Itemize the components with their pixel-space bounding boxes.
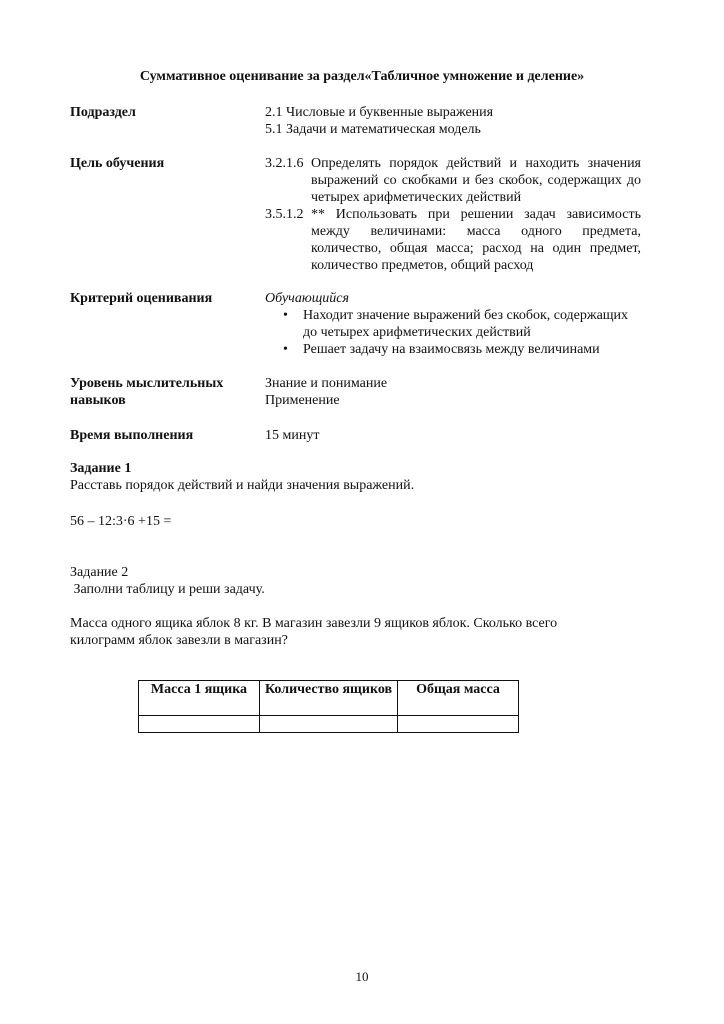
subsection-values	[265, 104, 641, 138]
criteria	[265, 290, 641, 358]
criteria-item: • Находит значение выражений без скобок, содержащих до четырех арифметических действий	[303, 307, 641, 341]
task2-problem: Масса одного ящика яблок 8 кг. В магазин завезли 9 ящиков яблок. Сколько всего килограмм яблок завезли в магазин?	[70, 616, 558, 648]
criteria-item: • Решает задачу на взаимосвязь между величинами	[303, 341, 641, 358]
task1	[70, 460, 654, 494]
subsection-label: Подраздел	[70, 105, 136, 120]
goal-code: 3.5.1.2	[265, 207, 304, 222]
page-title: Суммативное оценивание за раздел«Табличное умножение и деление»	[139, 69, 585, 84]
table-header-total-mass: Общая масса	[398, 681, 519, 716]
learning-goal-item	[265, 155, 641, 206]
time-value: 15 минут	[265, 428, 320, 443]
task2-heading: Задание 2	[70, 565, 129, 580]
table-cell-quantity[interactable]	[260, 716, 398, 733]
learning-goals-label: Цель обучения	[70, 156, 165, 171]
subsection-value: 5.1 Задачи и математическая модель	[265, 122, 481, 137]
thinking-level-value: Применение	[265, 393, 340, 408]
goal-text: ** Использовать при решении задач зависимость между величинами: масса одного предмета, количество, общая масса; расход на один предмет, количество предметов, общий расход	[311, 207, 641, 273]
criteria-label: Критерий оценивания	[70, 291, 213, 306]
task2-table-wrap	[138, 680, 518, 733]
learning-goal-item	[265, 206, 641, 274]
learning-goals	[265, 155, 641, 274]
page-number: 10	[355, 969, 369, 984]
time-label: Время выполнения	[70, 428, 194, 443]
table-cell-mass-one-box[interactable]	[139, 716, 260, 733]
task2	[70, 564, 654, 598]
table-cell-total-mass[interactable]	[398, 716, 519, 733]
thinking-level-label-line: навыков	[70, 393, 126, 408]
task1-instruction: Расставь порядок действий и найди значения выражений.	[70, 478, 415, 493]
table-header-quantity: Количество ящиков	[260, 681, 398, 716]
task2-table	[138, 680, 519, 733]
task1-expression: 56 – 12:3·6 +15 =	[70, 514, 172, 529]
goal-text: Определять порядок действий и находить значения выражений со скобками и без скобок, содержащих до четырех арифметических действий	[311, 156, 641, 205]
task2-instruction: Заполни таблицу и реши задачу.	[70, 582, 265, 597]
thinking-level-values	[265, 375, 641, 409]
goal-code: 3.2.1.6	[265, 156, 304, 171]
table-header-mass-one-box: Масса 1 ящика	[139, 681, 260, 716]
subsection-value: 2.1 Числовые и буквенные выражения	[265, 105, 494, 120]
table-row	[139, 716, 519, 733]
task1-heading: Задание 1	[70, 461, 132, 476]
table-header-row	[139, 681, 519, 716]
thinking-level-value: Знание и понимание	[265, 376, 388, 391]
criteria-list	[265, 307, 641, 358]
thinking-level-label-line: Уровень мыслительных	[70, 376, 224, 391]
criteria-intro: Обучающийся	[265, 291, 350, 306]
thinking-level-label	[70, 375, 260, 409]
